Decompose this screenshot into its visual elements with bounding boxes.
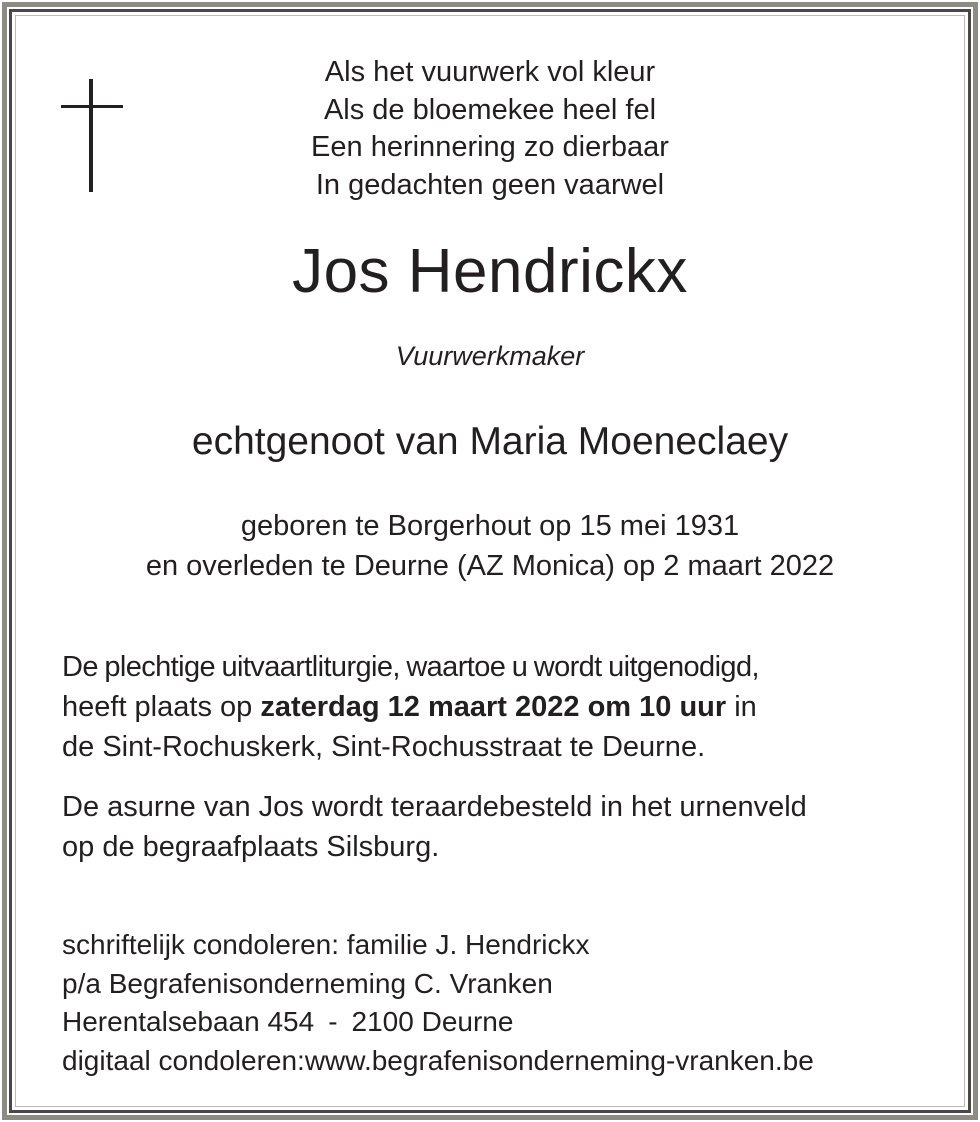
spouse-line: echtgenoot van Maria Moeneclaey [191, 420, 789, 463]
liturgy-line-1: De plechtige uitvaartliturgie, waartoe u wordt uitgenodigd, [62, 651, 759, 683]
address [62, 1003, 942, 1042]
digital-condolence: digitaal condoleren:www.begrafenisonderneming-vranken.be [62, 1044, 814, 1076]
care-of: p/a Begrafenisonderneming C. Vranken [62, 967, 553, 999]
street: Herentalsebaan 454 [62, 1006, 315, 1037]
poem-line: In gedachten geen vaarwel [315, 168, 665, 201]
poem-line: Als de bloemekee heel fel [323, 93, 657, 126]
poem [0, 54, 980, 204]
liturgy-paragraph [62, 647, 932, 767]
burial-line-2: op de begraafplaats Silsburg. [62, 831, 440, 863]
address-separator: - [328, 1006, 338, 1037]
liturgy-date-time: zaterdag 12 maart 2022 om 10 uur [260, 691, 727, 723]
written-condolence: schriftelijk condoleren: familie J. Hendrickx [62, 929, 590, 960]
liturgy-line-2-pre: heeft plaats op [62, 691, 261, 723]
liturgy-line-3: de Sint-Rochuskerk, Sint-Rochusstraat te Deurne. [62, 731, 706, 763]
death-line: en overleden te Deurne (AZ Monica) op 2 maart 2022 [145, 550, 835, 582]
liturgy-line-2 [62, 687, 932, 727]
contact-block [62, 926, 942, 1080]
deceased-name: Jos Hendrickx [292, 237, 688, 306]
occupation: Vuurwerkmaker [395, 341, 585, 371]
birth-line: geboren te Borgerhout op 15 mei 1931 [240, 510, 740, 542]
poem-line: Een herinnering zo dierbaar [311, 131, 669, 163]
liturgy-line-2-post: in [726, 691, 757, 723]
poem-line: Als het vuurwerk vol kleur [324, 56, 656, 88]
birth-death-dates [0, 506, 980, 586]
city: 2100 Deurne [351, 1006, 514, 1037]
burial-paragraph [62, 787, 932, 867]
burial-line-1: De asurne van Jos wordt teraardebesteld in het urnenveld [62, 791, 807, 823]
